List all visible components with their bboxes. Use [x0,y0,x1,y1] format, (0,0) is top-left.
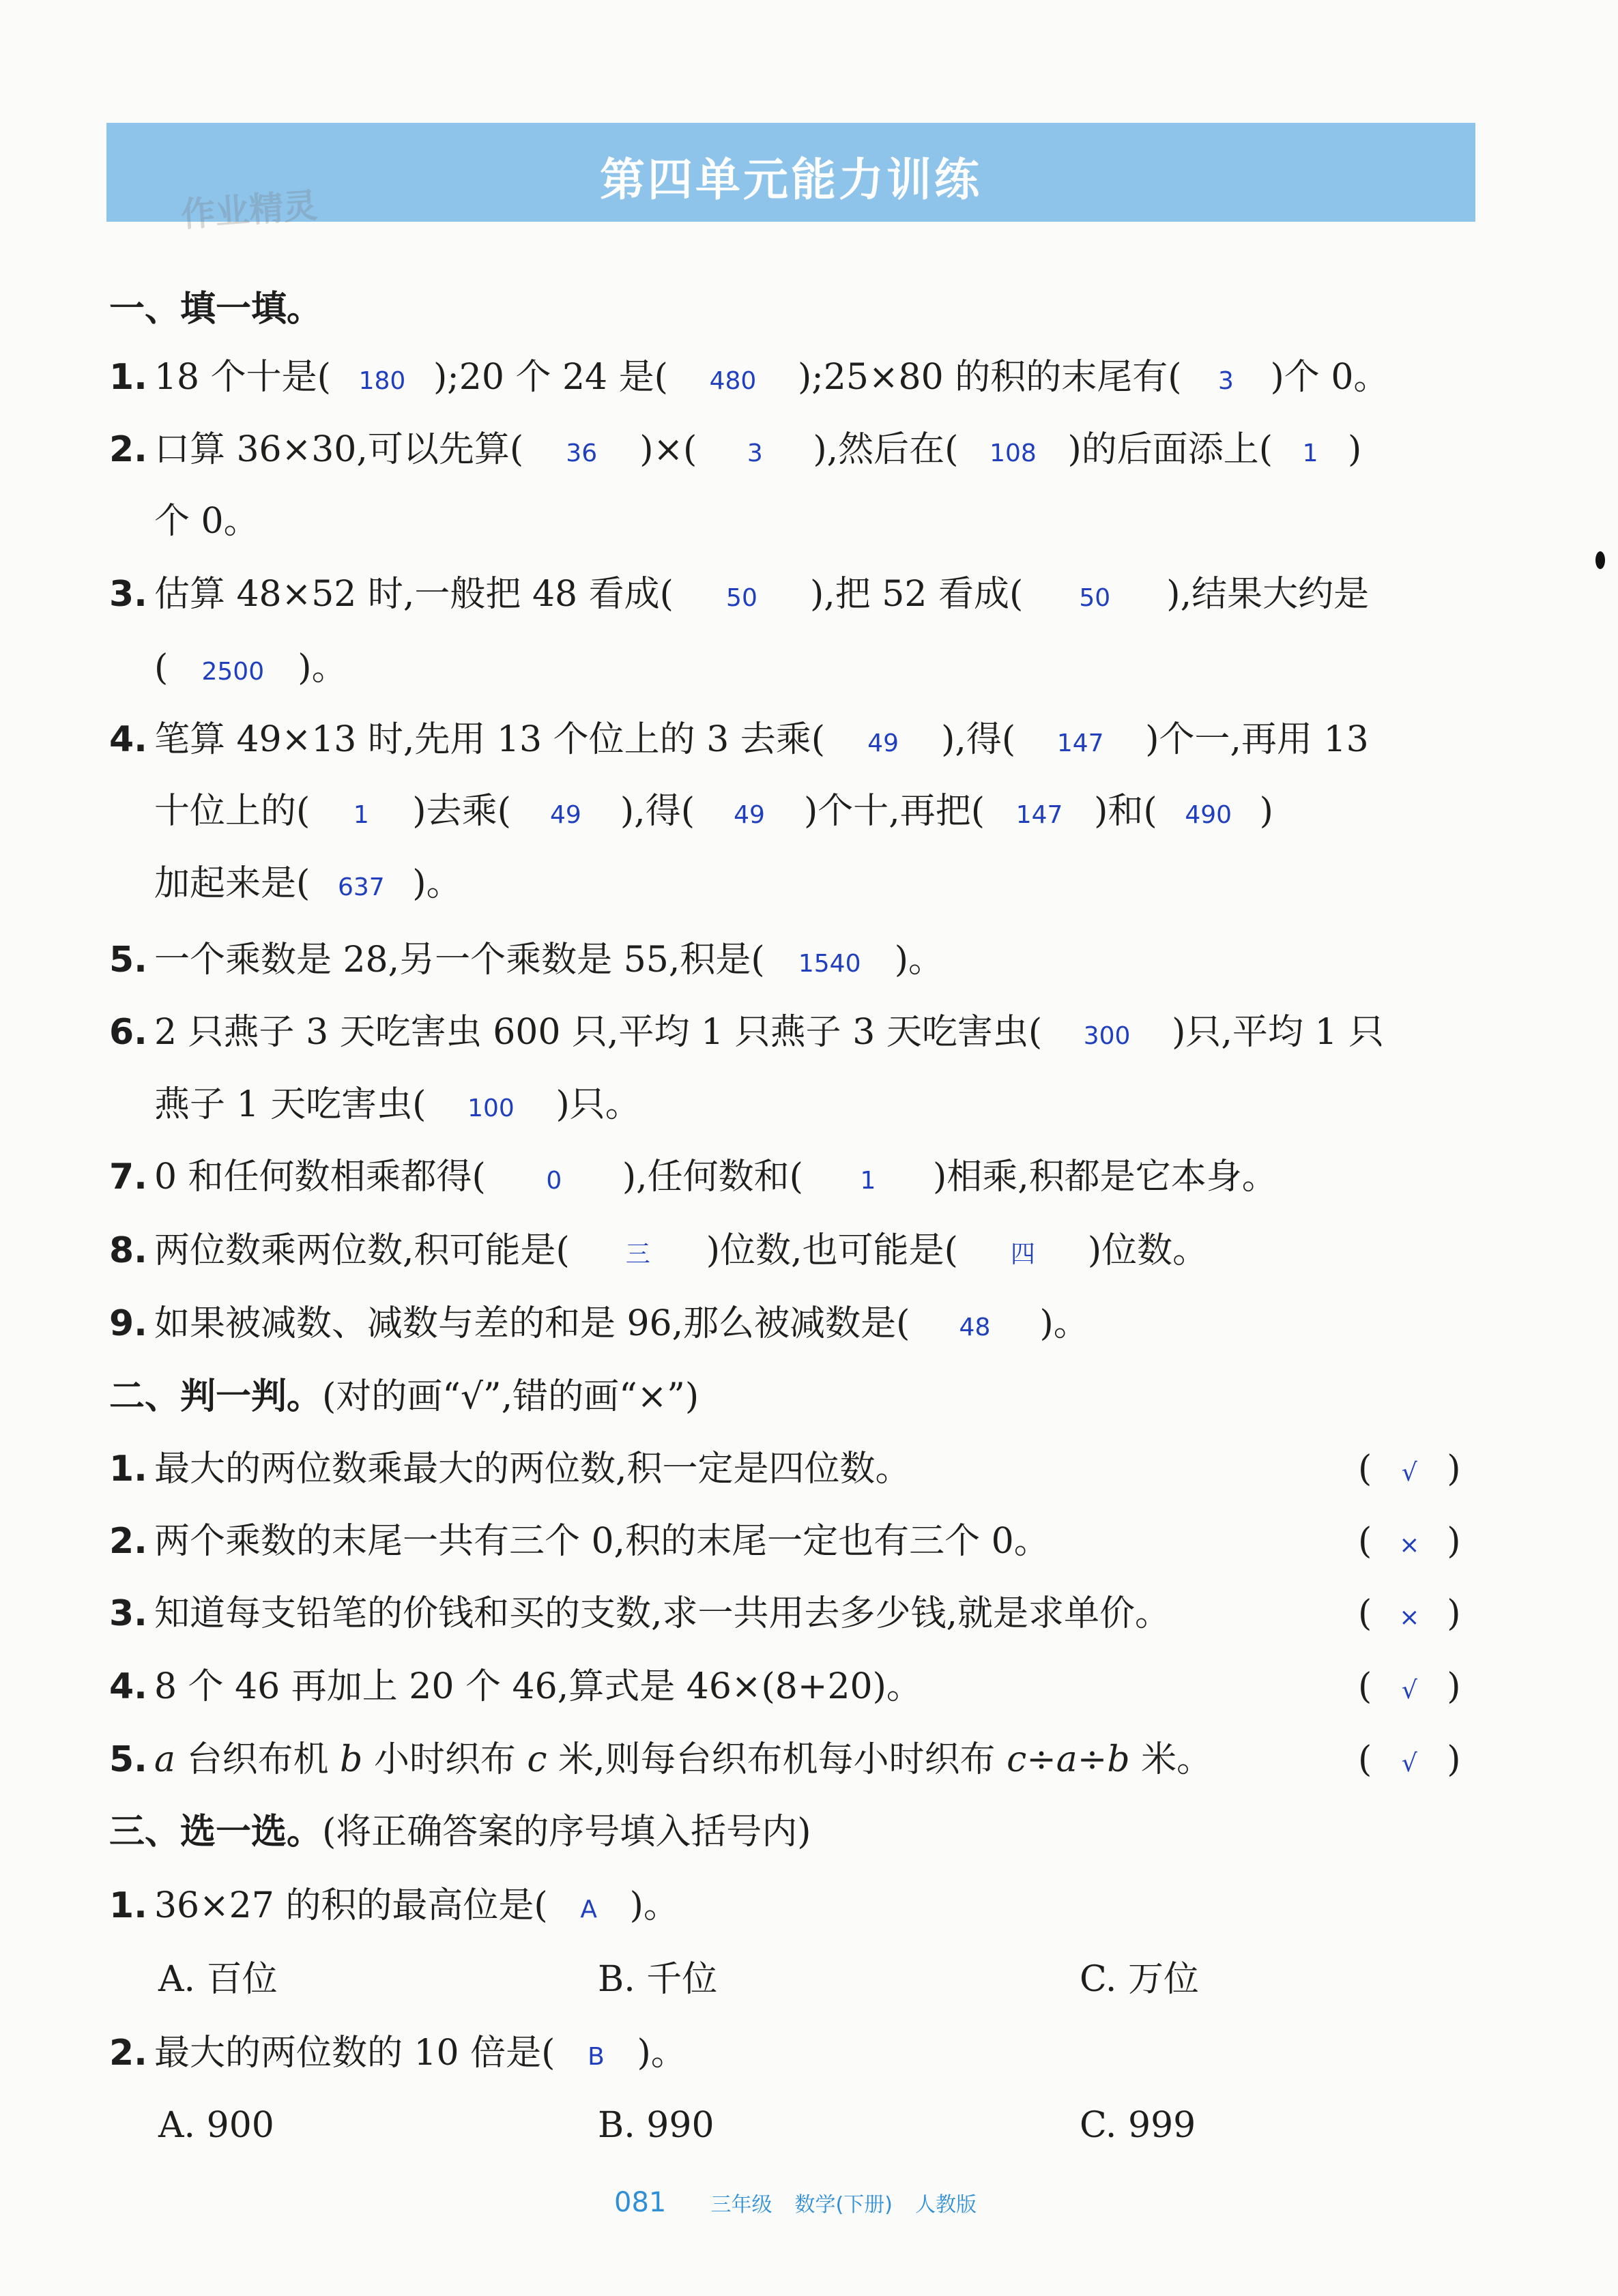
answer-blank: 300 [1083,1022,1131,1050]
answer-blank: 48 [959,1313,991,1341]
answer-blank: 49 [549,801,581,829]
judge-question-5: 5. a 台织布机 b 小时织布 c 米,则每台织布机每小时织布 c÷a÷b 米。 [109,1739,1213,1780]
page-footer: 081 三年级 数学(下册) 人教版 [614,2187,977,2218]
fill-question-4-cont: 十位上的( 1 )去乘( 49 ),得( 49 )个十,再把( 147 )和( 490 ) [154,787,1273,839]
judge-question-3: 3. 知道每支铅笔的价钱和买的支数,求一共用去多少钱,就是求单价。 [109,1593,1170,1634]
judge-question-4: 4. 8 个 46 再加上 20 个 46,算式是 46×(8+20)。 [109,1666,922,1707]
answer-blank: 36 [566,439,598,467]
fill-question-8: 8. 两位数乘两位数,积可能是( 三 )位数,也可能是( 四 )位数。 [109,1227,1208,1279]
option-b: B. 千位 [598,1959,718,2000]
fill-question-6-cont: 燕子 1 天吃害虫( 100 )只。 [154,1081,641,1133]
answer-blank: 1 [860,1167,876,1195]
answer-blank: 49 [734,801,765,829]
fill-question-3-cont: ( 2500 )。 [154,644,347,696]
fill-question-6: 6. 2 只燕子 3 天吃害虫 600 只,平均 1 只燕子 3 天吃害虫( 300 )只,平均 1 只 [109,1008,1384,1060]
answer-blank: 147 [1056,729,1104,757]
answer-blank: 3 [747,439,763,467]
section-fill-heading: 一、填一填。 [109,289,323,330]
answer-blank: 2500 [201,658,265,686]
option-c: C. 999 [1080,2105,1196,2146]
section-judge-heading: 二、判一判。(对的画“√”,错的画“×”) [109,1376,699,1417]
answer-blank: 100 [467,1094,515,1122]
answer-blank: 108 [989,439,1037,467]
option-a: A. 900 [158,2105,274,2146]
answer-blank: 49 [867,729,899,757]
fill-question-9: 9. 如果被减数、减数与差的和是 96,那么被减数是( 48 )。 [109,1300,1089,1352]
fill-question-2-cont: 个 0。 [154,501,259,542]
answer-blank: 3 [1218,367,1234,395]
answer-blank: B [588,2043,605,2071]
answer-blank: 1 [1302,439,1318,467]
choose-question-1: 1. 36×27 的积的最高位是( A )。 [109,1882,679,1934]
judge-answer-2: ( × ) [1358,1521,1461,1562]
answer-blank: 637 [337,873,385,901]
judge-answer-3: ( × ) [1358,1593,1461,1634]
fill-question-1: 1. 18 个十是( 180 );20 个 24 是( 480 );25×80 的积的末尾有( 3 )个 0。 [109,353,1389,405]
fill-question-3: 3. 估算 48×52 时,一般把 48 看成( 50 ),把 52 看成( 50 ),结果大约是 [109,570,1369,622]
ink-speck [1595,551,1605,569]
option-a: A. 百位 [158,1959,278,2000]
option-c: C. 万位 [1080,1959,1199,2000]
judge-question-1: 1. 最大的两位数乘最大的两位数,积一定是四位数。 [109,1449,911,1490]
fill-question-4-cont2: 加起来是( 637 )。 [154,860,462,912]
page-number: 081 [614,2187,667,2218]
choose-question-2: 2. 最大的两位数的 10 倍是( B )。 [109,2029,687,2081]
answer-blank: 三 [625,1240,650,1268]
watermark: 作业精灵 [179,186,319,235]
answer-blank: 50 [1079,584,1111,612]
fill-question-2: 2. 口算 36×30,可以先算( 36 )×( 3 ),然后在( 108 )的后面添上( 1 ) [109,426,1361,478]
section-choose-heading: 三、选一选。(将正确答案的序号填入括号内) [109,1812,811,1852]
judge-answer-1: ( √ ) [1358,1449,1461,1490]
judge-answer-5: ( √ ) [1358,1739,1461,1780]
page-title: 第四单元能力训练 [600,154,982,206]
answer-blank: 147 [1015,801,1063,829]
option-b: B. 990 [598,2105,714,2146]
fill-question-7: 7. 0 和任何数相乘都得( 0 ),任何数和( 1 )相乘,积都是它本身。 [109,1153,1277,1205]
answer-blank: A [580,1895,597,1923]
answer-blank: 0 [546,1167,562,1195]
answer-blank: 180 [358,367,406,395]
answer-blank: 490 [1185,801,1232,829]
judge-answer-4: ( √ ) [1358,1666,1461,1707]
fill-question-5: 5. 一个乘数是 28,另一个乘数是 55,积是( 1540 )。 [109,936,944,988]
fill-question-4: 4. 笔算 49×13 时,先用 13 个位上的 3 去乘( 49 ),得( 147 )个一,再用 13 [109,716,1369,768]
answer-blank: 1 [353,801,369,829]
answer-blank: 50 [726,584,757,612]
judge-question-2: 2. 两个乘数的末尾一共有三个 0,积的末尾一定也有三个 0。 [109,1521,1050,1562]
answer-blank: 480 [709,367,757,395]
answer-blank: 1540 [798,950,861,978]
answer-blank: 四 [1010,1240,1035,1268]
